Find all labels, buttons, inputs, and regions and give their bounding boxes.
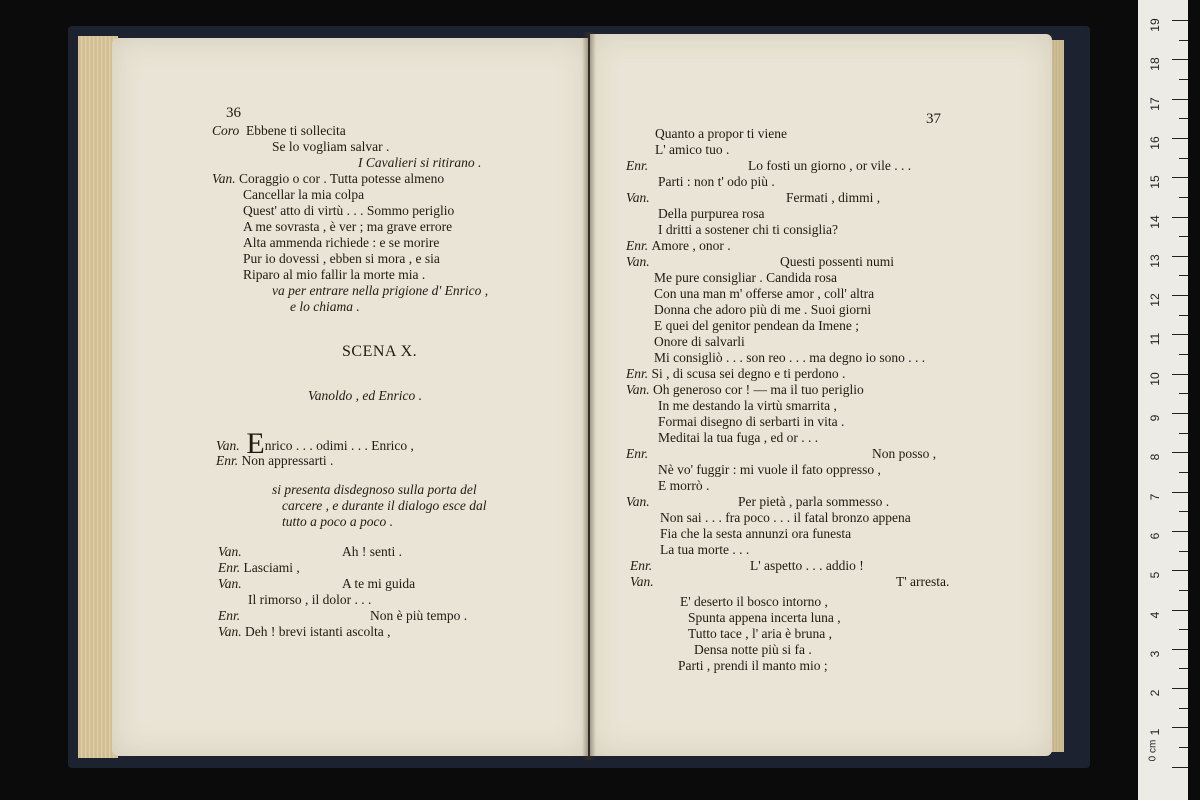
book-gutter bbox=[582, 32, 596, 760]
stage-direction: e lo chiama . bbox=[290, 299, 360, 314]
line: Questi possenti numi bbox=[780, 254, 894, 269]
ruler-tick bbox=[1172, 688, 1188, 689]
ruler-tick bbox=[1179, 433, 1188, 434]
line: Van. Oh generoso cor ! — ma il tuo periglio bbox=[626, 382, 864, 397]
ruler-number: 17 bbox=[1148, 96, 1162, 111]
line: Enr. bbox=[626, 158, 649, 173]
ruler-tick bbox=[1179, 79, 1188, 80]
page-number-left: 36 bbox=[226, 105, 241, 121]
ruler-number: 9 bbox=[1148, 414, 1162, 422]
stage-direction: si presenta disdegnoso sulla porta del bbox=[272, 482, 477, 497]
line: Van. bbox=[630, 574, 654, 589]
ruler-tick bbox=[1179, 590, 1188, 591]
line: Van. Deh ! brevi istanti ascolta , bbox=[218, 624, 391, 639]
ruler-tick bbox=[1179, 236, 1188, 237]
ruler-tick bbox=[1179, 747, 1188, 748]
line: A me sovrasta , è ver ; ma grave errore bbox=[243, 219, 453, 234]
ruler-number: 6 bbox=[1148, 532, 1162, 540]
line: E' deserto il bosco intorno , bbox=[680, 594, 828, 609]
line: Alta ammenda richiede : e se morire bbox=[243, 235, 440, 250]
ruler-number: 1 bbox=[1148, 729, 1162, 736]
character-list: Vanoldo , ed Enrico . bbox=[308, 388, 422, 403]
ruler-number: 10 bbox=[1148, 372, 1162, 386]
line: Mi consigliò . . . son reo . . . ma degno io sono . . . bbox=[654, 350, 926, 365]
ruler-number: 18 bbox=[1148, 57, 1162, 71]
ruler-tick bbox=[1179, 629, 1188, 630]
line: Pur io dovessi , ebben si mora , e sia bbox=[243, 251, 440, 266]
line: L' amico tuo . bbox=[655, 142, 730, 157]
ruler-number: 15 bbox=[1148, 175, 1162, 189]
line: In me destando la virtù smarrita , bbox=[658, 398, 837, 413]
line: Per pietà , parla sommesso . bbox=[738, 494, 890, 509]
line: Meditai la tua fuga , ed or . . . bbox=[658, 430, 819, 445]
line: Riparo al mio fallir la morte mia . bbox=[243, 267, 426, 282]
line: Enr. bbox=[630, 558, 653, 573]
ruler-tick bbox=[1179, 315, 1188, 316]
ruler-tick bbox=[1172, 59, 1188, 60]
ruler-number: 2 bbox=[1148, 689, 1162, 697]
line: Van. bbox=[218, 544, 242, 559]
line: Enr. Lasciami , bbox=[218, 560, 300, 575]
stage-direction: va per entrare nella prigione d' Enrico , bbox=[272, 283, 489, 298]
ruler-tick bbox=[1172, 452, 1188, 453]
line: Lo fosti un giorno , or vile . . . bbox=[748, 158, 912, 173]
ruler-number: 4 bbox=[1148, 611, 1162, 618]
ruler-tick bbox=[1179, 118, 1188, 119]
ruler-unit-label: 0 cm bbox=[1147, 739, 1159, 762]
line: Parti , prendi il manto mio ; bbox=[678, 658, 828, 673]
ruler-tick bbox=[1179, 472, 1188, 473]
ruler-tick bbox=[1172, 649, 1188, 650]
ruler-number: 7 bbox=[1148, 493, 1162, 500]
page-number-right: 37 bbox=[926, 111, 941, 127]
scene-title: SCENA X. bbox=[342, 343, 418, 360]
ruler-tick bbox=[1172, 531, 1188, 532]
ruler-tick bbox=[1179, 551, 1188, 552]
ruler-number: 13 bbox=[1148, 254, 1162, 268]
line: Enr. bbox=[626, 446, 649, 461]
line: Enr. bbox=[218, 608, 241, 623]
line: Onore di salvarli bbox=[654, 334, 745, 349]
ruler-tick bbox=[1172, 492, 1188, 493]
line: Donna che adoro più di me . Suoi giorni bbox=[654, 302, 872, 317]
ruler-number: 14 bbox=[1148, 214, 1162, 229]
line: Densa notte più si fa . bbox=[694, 642, 812, 657]
line: Van. bbox=[218, 576, 242, 591]
line: Formai disegno di serbarti in vita . bbox=[658, 414, 845, 429]
line: Non posso , bbox=[872, 446, 937, 461]
ruler-tick bbox=[1179, 393, 1188, 394]
ruler-tick bbox=[1179, 275, 1188, 276]
drop-cap: E bbox=[246, 427, 265, 460]
ruler-number: 12 bbox=[1148, 293, 1162, 307]
line: Quest' atto di virtù . . . Sommo periglio bbox=[243, 203, 455, 218]
line: Nè vo' fuggir : mi vuole il fato oppresso , bbox=[658, 462, 881, 477]
ruler-tick bbox=[1172, 99, 1188, 100]
line: Con una man m' offerse amor , coll' altra bbox=[654, 286, 875, 301]
ruler-tick bbox=[1172, 256, 1188, 257]
right-page bbox=[590, 34, 1052, 756]
ruler-tick bbox=[1172, 570, 1188, 571]
line: Fermati , dimmi , bbox=[786, 190, 881, 205]
ruler-number: 11 bbox=[1148, 333, 1162, 346]
ruler-number: 5 bbox=[1148, 571, 1162, 579]
stage-direction: I Cavalieri si ritirano . bbox=[358, 155, 482, 170]
line: T' arresta. bbox=[896, 574, 950, 589]
ruler-number: 8 bbox=[1148, 453, 1162, 461]
line: Enr. Amore , onor . bbox=[626, 238, 731, 253]
line: Fia che la sesta annunzi ora funesta bbox=[660, 526, 852, 541]
line: E quei del genitor pendean da Imene ; bbox=[654, 318, 860, 333]
line: Ah ! senti . bbox=[342, 544, 402, 559]
measuring-ruler bbox=[1138, 0, 1188, 800]
ruler-tick bbox=[1172, 138, 1188, 139]
ruler-tick bbox=[1172, 177, 1188, 178]
ruler-tick bbox=[1172, 374, 1188, 375]
line: Van. Coraggio o cor . Tutta potesse almeno bbox=[212, 171, 445, 186]
line: Van. bbox=[626, 494, 650, 509]
line: Van. bbox=[626, 254, 650, 269]
ruler-number: 3 bbox=[1148, 650, 1162, 658]
line: Della purpurea rosa bbox=[658, 206, 765, 221]
ruler-tick bbox=[1172, 610, 1188, 611]
ruler-tick bbox=[1172, 334, 1188, 335]
line: E morrò . bbox=[658, 478, 710, 493]
ruler-number: 19 bbox=[1148, 18, 1162, 32]
line: Cancellar la mia colpa bbox=[243, 187, 365, 202]
stage-direction: carcere , e durante il dialogo esce dal bbox=[282, 498, 487, 513]
line: Enr. Non appressarti . bbox=[216, 453, 334, 468]
stage-direction: tutto a poco a poco . bbox=[282, 514, 393, 529]
ruler-number: 16 bbox=[1148, 136, 1162, 150]
line: Se lo vogliam salvar . bbox=[272, 139, 390, 154]
line: Van. bbox=[626, 190, 650, 205]
ruler-tick bbox=[1179, 158, 1188, 159]
line: La tua morte . . . bbox=[660, 542, 750, 557]
line: Tutto tace , l' aria è bruna , bbox=[688, 626, 833, 641]
line: Non è più tempo . bbox=[370, 608, 468, 623]
line: Enr. Si , di scusa sei degno e ti perdono . bbox=[626, 366, 846, 381]
ruler-tick bbox=[1179, 511, 1188, 512]
ruler-tick bbox=[1172, 413, 1188, 414]
ruler-tick bbox=[1179, 40, 1188, 41]
line: Coro Ebbene ti sollecita bbox=[212, 123, 346, 138]
left-page bbox=[112, 38, 588, 756]
ruler-tick bbox=[1172, 727, 1188, 728]
line: L' aspetto . . . addio ! bbox=[750, 558, 864, 573]
line: Parti : non t' odo più . bbox=[658, 174, 775, 189]
line: Van. Enrico . . . odimi . . . Enrico , bbox=[216, 427, 414, 460]
ruler-tick bbox=[1179, 668, 1188, 669]
line: A te mi guida bbox=[342, 576, 416, 591]
line: Quanto a propor ti viene bbox=[655, 126, 787, 141]
ruler-tick bbox=[1179, 354, 1188, 355]
line: Il rimorso , il dolor . . . bbox=[248, 592, 372, 607]
ruler-tick bbox=[1179, 197, 1188, 198]
line: Me pure consigliar . Candida rosa bbox=[654, 270, 837, 285]
line: Spunta appena incerta luna , bbox=[688, 610, 841, 625]
line: Non sai . . . fra poco . . . il fatal bronzo appena bbox=[660, 510, 911, 525]
ruler-tick bbox=[1172, 295, 1188, 296]
line: I dritti a sostener chi ti consiglia? bbox=[658, 222, 838, 237]
ruler-tick bbox=[1179, 708, 1188, 709]
ruler-tick bbox=[1172, 20, 1188, 21]
ruler-tick bbox=[1172, 767, 1188, 768]
ruler-tick bbox=[1172, 217, 1188, 218]
